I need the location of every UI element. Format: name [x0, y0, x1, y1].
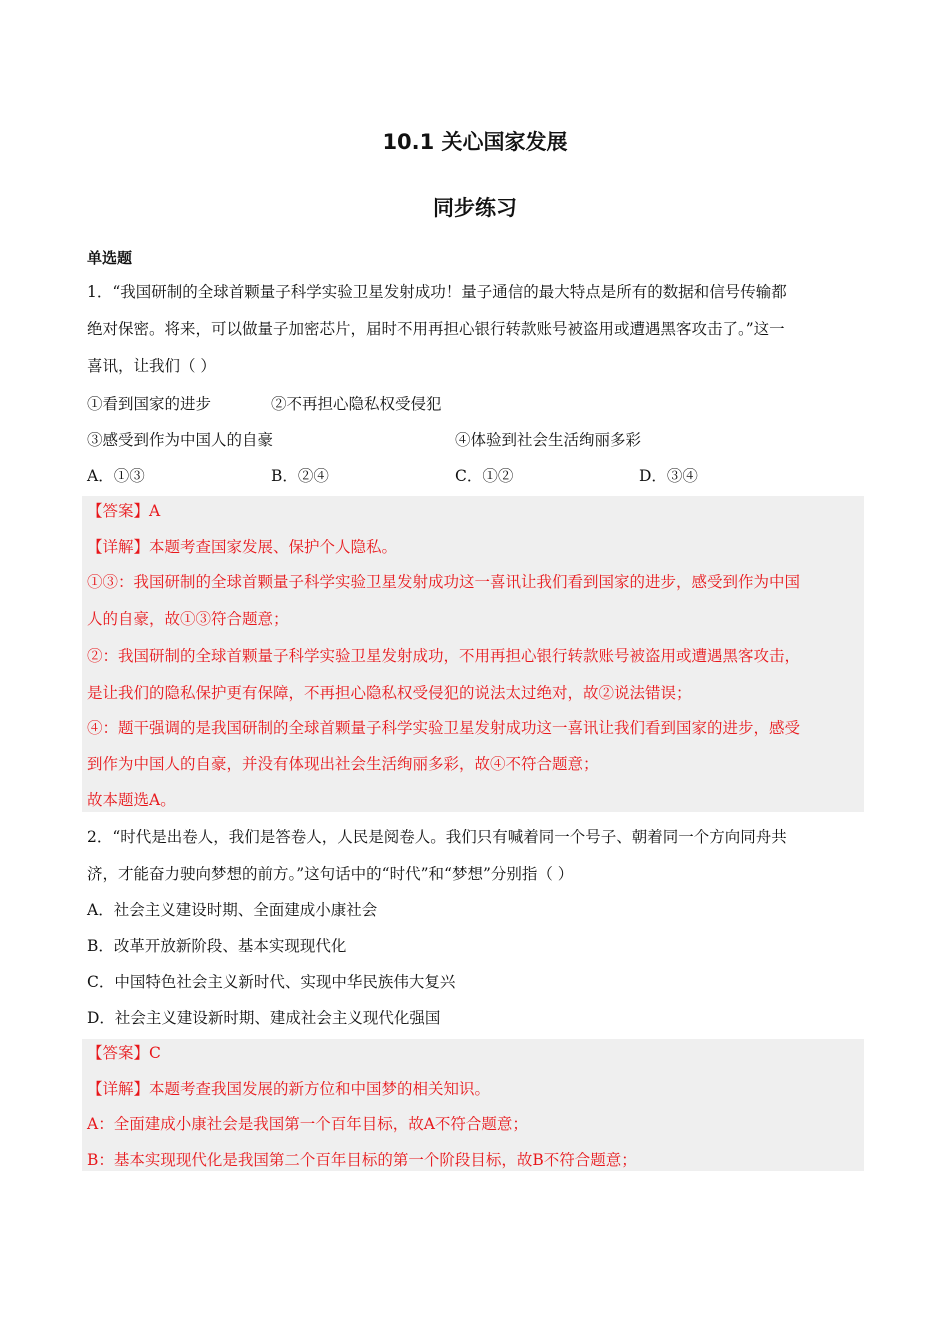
q2-explanation-line: A：全面建成小康社会是我国第一个百年目标，故A不符合题意；	[87, 1115, 528, 1133]
q2-option-d: D．社会主义建设新时期、建成社会主义现代化强国	[87, 1009, 441, 1027]
q1-stem-line: 绝对保密。将来，可以做量子加密芯片，届时不用再担心银行转款账号被盗用或遭遇黑客攻击了。”这一	[87, 320, 785, 338]
q1-stem-line: 1．“我国研制的全球首颗量子科学实验卫星发射成功！量子通信的最大特点是所有的数据和信号传输都	[87, 283, 787, 301]
q1-explanation-line: 人的自豪，故①③符合题意；	[87, 610, 289, 628]
q2-stem-line: 济，才能奋力驶向梦想的前方。”这句话中的“时代”和“梦想”分别指（ ）	[87, 865, 574, 883]
q2-option-c: C．中国特色社会主义新时代、实现中华民族伟大复兴	[87, 973, 456, 991]
q1-option-c: C．①②	[455, 467, 514, 485]
q1-stem-line: 喜讯，让我们（ ）	[87, 357, 216, 375]
q1-explanation-line: 到作为中国人的自豪，并没有体现出社会生活绚丽多彩，故④不符合题意；	[87, 755, 599, 773]
q1-explanation-line: 故本题选A。	[87, 791, 176, 809]
q1-item: ②不再担心隐私权受侵犯	[271, 395, 442, 413]
q1-answer: 【答案】A	[87, 502, 161, 520]
q1-explanation-line: ②：我国研制的全球首颗量子科学实验卫星发射成功，不用再担心银行转款账号被盗用或遭遇黑客攻击，	[87, 647, 801, 665]
q2-option-b: B．改革开放新阶段、基本实现现代化	[87, 937, 347, 955]
q1-explanation-line: 是让我们的隐私保护更有保障，不再担心隐私权受侵犯的说法太过绝对，故②说法错误；	[87, 684, 692, 702]
q1-explanation-line: ④：题干强调的是我国研制的全球首颗量子科学实验卫星发射成功这一喜讯让我们看到国家的进步，感受	[87, 719, 801, 737]
q1-option-a: A．①③	[87, 467, 145, 485]
q1-option-b: B．②④	[271, 467, 329, 485]
q2-answer: 【答案】C	[87, 1044, 161, 1062]
section-heading: 单选题	[87, 249, 133, 267]
q1-explanation-line: 【详解】本题考查国家发展、保护个人隐私。	[87, 538, 398, 556]
q2-explanation-line: 【详解】本题考查我国发展的新方位和中国梦的相关知识。	[87, 1080, 491, 1098]
q1-item: ④体验到社会生活绚丽多彩	[455, 431, 642, 449]
q2-option-a: A．社会主义建设时期、全面建成小康社会	[87, 901, 378, 919]
q2-stem-line: 2．“时代是出卷人，我们是答卷人，人民是阅卷人。我们只有喊着同一个号子、朝着同一个方向同舟共	[87, 828, 787, 846]
q1-option-d: D．③④	[639, 467, 698, 485]
page-title: 10.1 关心国家发展	[382, 130, 568, 154]
q1-item: ③感受到作为中国人的自豪	[87, 431, 274, 449]
q2-explanation-line: B：基本实现现代化是我国第二个百年目标的第一个阶段目标，故B不符合题意；	[87, 1151, 637, 1169]
q1-explanation-line: ①③：我国研制的全球首颗量子科学实验卫星发射成功这一喜讯让我们看到国家的进步，感受到作为中国	[87, 573, 801, 591]
q1-item: ①看到国家的进步	[87, 395, 212, 413]
page-subtitle: 同步练习	[433, 196, 517, 220]
